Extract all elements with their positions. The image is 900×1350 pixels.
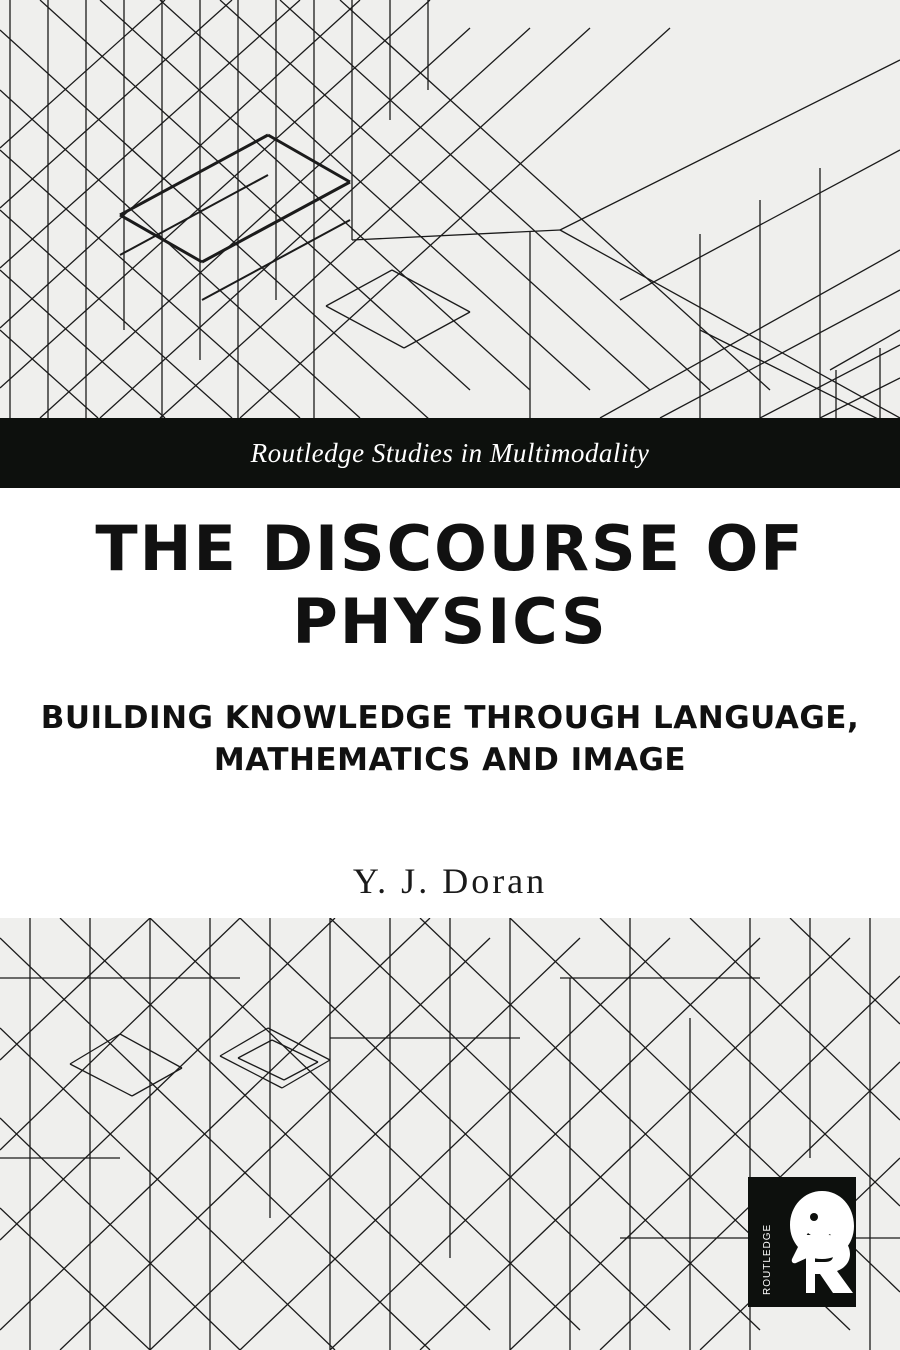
subtitle-line-2: MATHEMATICS AND IMAGE (213, 742, 687, 779)
title-line-1: THE DISCOURSE OF (95, 512, 805, 585)
title-block (0, 488, 900, 918)
publisher-logo (748, 1177, 856, 1307)
isometric-line-grid-icon (0, 0, 900, 418)
series-title: Routledge Studies in Multimodality (250, 437, 650, 468)
title-line-2: PHYSICS (292, 585, 608, 659)
series-band (0, 418, 900, 488)
subtitle (0, 658, 900, 782)
subtitle-line-1: BUILDING KNOWLEDGE THROUGH LANGUAGE, (40, 700, 860, 737)
routledge-logo-icon (748, 1177, 856, 1307)
author-name: Y. J. Doran (352, 861, 548, 901)
cover-artwork-top (0, 0, 900, 418)
publisher-wordmark: ROUTLEDGE (762, 1223, 773, 1295)
page-title (0, 488, 900, 658)
